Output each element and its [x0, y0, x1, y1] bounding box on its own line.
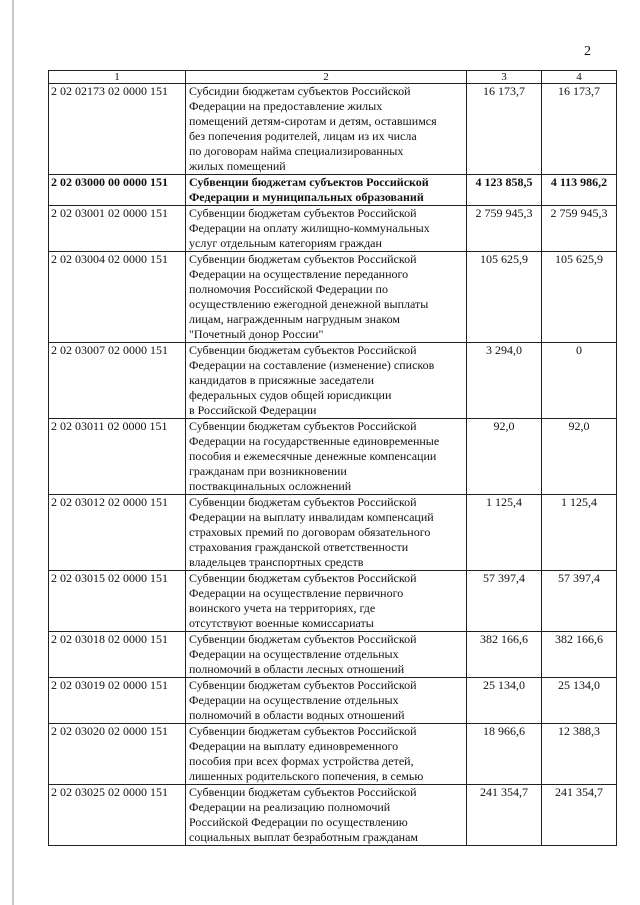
- description-line: Федерации на оплату жилищно-коммунальных: [189, 221, 430, 235]
- row-description: [186, 175, 467, 206]
- table-row: [49, 785, 617, 846]
- row-value-col4: 241 354,7: [542, 785, 617, 846]
- row-value-col4: 1 125,4: [542, 495, 617, 571]
- description-line: без попечения родителей, лицам из их числа: [189, 129, 417, 143]
- budget-table: [48, 70, 617, 846]
- row-code: 2 02 03004 02 0000 151: [49, 252, 186, 343]
- description-line: Субвенции бюджетам субъектов Российской: [189, 632, 417, 646]
- description-line: Федерации на реализацию полномочий: [189, 800, 391, 814]
- row-value-col4: 2 759 945,3: [542, 206, 617, 252]
- row-value-col3: 4 123 858,5: [467, 175, 542, 206]
- row-code: 2 02 03001 02 0000 151: [49, 206, 186, 252]
- row-value-col3: 92,0: [467, 419, 542, 495]
- description-line: полномочий в области лесных отношений: [189, 662, 405, 676]
- column-header-2: 2: [186, 71, 467, 84]
- description-line: Субвенции бюджетам субъектов Российской: [189, 724, 417, 738]
- description-line: поствакцинальных осложнений: [189, 479, 352, 493]
- table-row: [49, 678, 617, 724]
- row-value-col3: 241 354,7: [467, 785, 542, 846]
- description-line: социальных выплат безработным гражданам: [189, 830, 419, 844]
- description-line: жилых помещений: [189, 159, 286, 173]
- description-line: Субвенции бюджетам субъектов Российской: [189, 495, 417, 509]
- column-header-3: 3: [467, 71, 542, 84]
- description-line: Федерации на осуществление отдельных: [189, 647, 399, 661]
- row-value-col3: 57 397,4: [467, 571, 542, 632]
- description-line: гражданам при возникновении: [189, 464, 347, 478]
- description-line: пособия при всех формах устройства детей,: [189, 754, 414, 768]
- table-row: [49, 495, 617, 571]
- row-code: 2 02 02173 02 0000 151: [49, 84, 186, 175]
- row-description: [186, 571, 467, 632]
- column-header-1: 1: [49, 71, 186, 84]
- description-line: Федерации на выплату единовременного: [189, 739, 399, 753]
- row-value-col3: 105 625,9: [467, 252, 542, 343]
- description-line: Субвенции бюджетам субъектов Российской: [189, 206, 417, 220]
- table-row: [49, 419, 617, 495]
- row-description: [186, 84, 467, 175]
- description-line: осуществлению ежегодной денежной выплаты: [189, 297, 429, 311]
- row-value-col3: 2 759 945,3: [467, 206, 542, 252]
- row-code: 2 02 03000 00 0000 151: [49, 175, 186, 206]
- row-code: 2 02 03018 02 0000 151: [49, 632, 186, 678]
- row-value-col4: 4 113 986,2: [542, 175, 617, 206]
- row-code: 2 02 03019 02 0000 151: [49, 678, 186, 724]
- description-line: лицам, награжденным нагрудным знаком: [189, 312, 400, 326]
- table-row: [49, 206, 617, 252]
- description-line: воинского учета на территориях, где: [189, 601, 376, 615]
- row-value-col4: 92,0: [542, 419, 617, 495]
- row-description: [186, 785, 467, 846]
- row-description: [186, 252, 467, 343]
- column-header-4: 4: [542, 71, 617, 84]
- row-description: [186, 206, 467, 252]
- row-value-col3: 25 134,0: [467, 678, 542, 724]
- description-line: Субвенции бюджетам субъектов Российской: [189, 343, 417, 357]
- row-code: 2 02 03015 02 0000 151: [49, 571, 186, 632]
- table-header-row: [49, 71, 617, 84]
- description-line: Федерации на осуществление переданного: [189, 267, 409, 281]
- description-line: кандидатов в присяжные заседатели: [189, 373, 375, 387]
- description-line: Федерации на государственные единовременные: [189, 434, 440, 448]
- description-line: "Почетный донор России": [189, 327, 324, 341]
- row-value-col3: 382 166,6: [467, 632, 542, 678]
- row-value-col3: 18 966,6: [467, 724, 542, 785]
- row-description: [186, 632, 467, 678]
- description-line: Российской Федерации по осуществлению: [189, 815, 408, 829]
- description-line: владельцев транспортных средств: [189, 555, 364, 569]
- table-body: [49, 84, 617, 846]
- description-line: Федерации на осуществление первичного: [189, 586, 404, 600]
- row-code: 2 02 03025 02 0000 151: [49, 785, 186, 846]
- row-value-col3: 1 125,4: [467, 495, 542, 571]
- row-value-col4: 16 173,7: [542, 84, 617, 175]
- table-row: [49, 175, 617, 206]
- description-line: Федерации на выплату инвалидам компенсаций: [189, 510, 434, 524]
- description-line: Федерации на предоставление жилых: [189, 99, 383, 113]
- table-row: [49, 724, 617, 785]
- table-row: [49, 571, 617, 632]
- description-line: Субвенции бюджетам субъектов Российской: [189, 175, 429, 189]
- row-description: [186, 495, 467, 571]
- row-code: 2 02 03012 02 0000 151: [49, 495, 186, 571]
- row-value-col4: 0: [542, 343, 617, 419]
- row-code: 2 02 03020 02 0000 151: [49, 724, 186, 785]
- description-line: полномочий в области водных отношений: [189, 708, 405, 722]
- description-line: помещений детям-сиротам и детям, оставшимся: [189, 114, 437, 128]
- table-row: [49, 84, 617, 175]
- row-value-col4: 382 166,6: [542, 632, 617, 678]
- row-value-col4: 12 388,3: [542, 724, 617, 785]
- description-line: Субвенции бюджетам субъектов Российской: [189, 252, 417, 266]
- description-line: Субсидии бюджетам субъектов Российской: [189, 84, 411, 98]
- description-line: Субвенции бюджетам субъектов Российской: [189, 571, 417, 585]
- row-value-col4: 25 134,0: [542, 678, 617, 724]
- row-code: 2 02 03007 02 0000 151: [49, 343, 186, 419]
- table-row: [49, 632, 617, 678]
- page-number: 2: [584, 44, 591, 59]
- row-value-col3: 3 294,0: [467, 343, 542, 419]
- row-value-col4: 105 625,9: [542, 252, 617, 343]
- description-line: Федерации и муниципальных образований: [189, 190, 424, 204]
- description-line: Субвенции бюджетам субъектов Российской: [189, 419, 417, 433]
- table-row: [49, 343, 617, 419]
- row-code: 2 02 03011 02 0000 151: [49, 419, 186, 495]
- row-value-col3: 16 173,7: [467, 84, 542, 175]
- description-line: Федерации на осуществление отдельных: [189, 693, 399, 707]
- description-line: по договорам найма специализированных: [189, 144, 404, 158]
- row-description: [186, 419, 467, 495]
- scan-left-edge: [12, 0, 14, 905]
- row-description: [186, 724, 467, 785]
- description-line: в Российской Федерации: [189, 403, 317, 417]
- description-line: лишенных родительского попечения, в семью: [189, 769, 424, 783]
- row-description: [186, 343, 467, 419]
- description-line: услуг отдельным категориям граждан: [189, 236, 382, 250]
- table-row: [49, 252, 617, 343]
- description-line: страховых премий по договорам обязательного: [189, 525, 431, 539]
- description-line: пособия и ежемесячные денежные компенсации: [189, 449, 437, 463]
- description-line: федеральных судов общей юрисдикции: [189, 388, 392, 402]
- description-line: Субвенции бюджетам субъектов Российской: [189, 785, 417, 799]
- row-value-col4: 57 397,4: [542, 571, 617, 632]
- description-line: отсутствуют военные комиссариаты: [189, 616, 374, 630]
- description-line: Федерации на составление (изменение) списков: [189, 358, 435, 372]
- row-description: [186, 678, 467, 724]
- description-line: Субвенции бюджетам субъектов Российской: [189, 678, 417, 692]
- description-line: страхования гражданской ответственности: [189, 540, 409, 554]
- description-line: полномочия Российской Федерации по: [189, 282, 388, 296]
